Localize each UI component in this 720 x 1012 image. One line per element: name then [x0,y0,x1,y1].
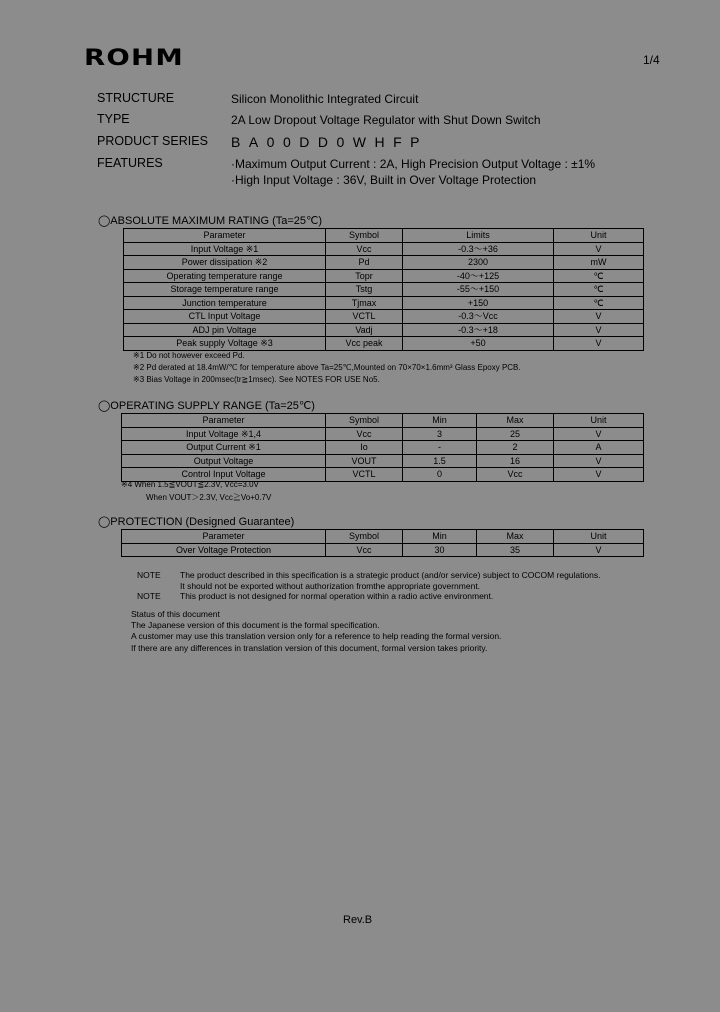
table-cell: Control Input Voltage [122,468,326,482]
table-cell: Output Voltage [122,454,326,468]
table-cell: VCTL [326,310,403,324]
column-header: Symbol [326,414,403,428]
column-header: Unit [554,229,644,243]
abs-max-row [124,283,644,297]
table-cell: Io [326,441,403,455]
note-text-2: It should not be exported without authorization fromthe appropriate government. [180,581,481,591]
product-series-label: PRODUCT SERIES [97,134,208,148]
column-header: Min [403,414,477,428]
abs-max-row [124,256,644,270]
column-header: Symbol [326,530,403,544]
table-cell: Vcc [477,468,554,482]
table-cell: Input Voltage ※1,4 [122,427,326,441]
structure-value: Silicon Monolithic Integrated Circuit [231,92,419,106]
table-cell: ADJ pin Voltage [124,323,326,337]
table-cell: CTL Input Voltage [124,310,326,324]
table-cell: +150 [403,296,554,310]
feature-2: ·High Input Voltage : 36V, Built in Over Voltage Protection [231,173,537,187]
operating-table [121,413,644,482]
table-cell: V [554,323,644,337]
table-cell: V [554,468,644,482]
table-cell: Over Voltage Protection [122,543,326,557]
abs-max-row [124,296,644,310]
status-line-2: A customer may use this translation version only for a reference to help reading the formal version. [131,631,502,641]
table-cell: 1.5 [403,454,477,468]
revision: Rev.B [343,914,373,926]
table-cell: - [403,441,477,455]
table-cell: Pd [326,256,403,270]
protection-table [121,529,644,557]
table-cell: -55～+150 [403,283,554,297]
table-cell: -0.3～+36 [403,242,554,256]
table-cell: Tstg [326,283,403,297]
table-cell: Junction temperature [124,296,326,310]
rohm-logo: ROHM [84,46,184,71]
table-cell: Storage temperature range [124,283,326,297]
table-cell: ℃ [554,269,644,283]
structure-label: STRUCTURE [97,91,175,105]
table-cell: Output Current ※1 [122,441,326,455]
table-cell: Vadj [326,323,403,337]
header-row [122,530,644,544]
table-cell: Peak supply Voltage ※3 [124,337,326,351]
table-cell: VCTL [326,468,403,482]
column-header: Max [477,530,554,544]
column-header: Limits [403,229,554,243]
table-cell: Vcc peak [326,337,403,351]
table-cell: ℃ [554,283,644,297]
note-label-1: NOTE [137,570,161,580]
table-cell: Vcc [326,543,403,557]
status-line-3: If there are any differences in translation version of this document, formal version takes priority. [131,643,488,653]
operating-row [122,441,644,455]
abs-max-title: ◯ABSOLUTE MAXIMUM RATING (Ta=25℃) [98,215,323,227]
type-value: 2A Low Dropout Voltage Regulator with Shut Down Switch [231,113,541,127]
abs-max-row [124,310,644,324]
abs-max-row [124,323,644,337]
table-cell: 30 [403,543,477,557]
operating-row [122,468,644,482]
table-cell: Input Voltage ※1 [124,242,326,256]
protection-title: ◯PROTECTION (Designed Guarantee) [98,516,295,528]
table-cell: mW [554,256,644,270]
status-heading: Status of this document [131,609,220,619]
abs-max-row [124,269,644,283]
table-cell: V [554,337,644,351]
feature-1: ·Maximum Output Current : 2A, High Precision Output Voltage : ±1% [231,157,596,171]
table-cell: V [554,242,644,256]
note-text-1: The product described in this specification is a strategic product (and/or service) subject to COCOM regulations. [180,570,601,580]
table-cell: Topr [326,269,403,283]
abs-max-row [124,242,644,256]
product-series-value: BA00DD0WHFP [231,134,428,150]
type-label: TYPE [97,112,130,126]
table-cell: Vcc [326,427,403,441]
column-header: Symbol [326,229,403,243]
header-row [122,414,644,428]
protection-row [122,543,644,557]
operating-row [122,454,644,468]
table-cell: -0.3～+18 [403,323,554,337]
column-header: Unit [554,414,644,428]
table-cell: 16 [477,454,554,468]
table-cell: +50 [403,337,554,351]
table-cell: Vcc [326,242,403,256]
header-row [124,229,644,243]
abs-max-table [123,228,644,351]
table-cell: Power dissipation ※2 [124,256,326,270]
note-text-3: This product is not designed for normal operation within a radio active environment. [180,591,494,601]
table-cell: 2 [477,441,554,455]
column-header: Min [403,530,477,544]
op-note-2: When VOUT＞2.3V, Vcc≧Vo+0.7V [146,493,272,502]
abs-note-3: ※3 Bias Voltage in 200msec(tr≧1msec). See NOTES FOR USE No5. [133,375,380,384]
table-cell: -0.3～Vcc [403,310,554,324]
table-cell: V [554,454,644,468]
table-cell: 0 [403,468,477,482]
status-line-1: The Japanese version of this document is the formal specification. [131,620,380,630]
table-cell: A [554,441,644,455]
table-cell: V [554,310,644,324]
features-label: FEATURES [97,156,163,170]
abs-max-row [124,337,644,351]
table-cell: 3 [403,427,477,441]
note-label-3: NOTE [137,591,161,601]
table-cell: V [554,543,644,557]
column-header: Unit [554,530,644,544]
column-header: Parameter [122,414,326,428]
table-cell: 2300 [403,256,554,270]
operating-row [122,427,644,441]
op-note-1: ※4 When 1.5≦VOUT≦2.3V, Vcc=3.0V [121,480,259,489]
table-cell: Operating temperature range [124,269,326,283]
table-cell: 35 [477,543,554,557]
column-header: Parameter [122,530,326,544]
operating-title: ◯OPERATING SUPPLY RANGE (Ta=25℃) [98,400,315,412]
table-cell: VOUT [326,454,403,468]
table-cell: 25 [477,427,554,441]
table-cell: ℃ [554,296,644,310]
column-header: Parameter [124,229,326,243]
table-cell: V [554,427,644,441]
table-cell: -40～+125 [403,269,554,283]
page-number: 1/4 [643,53,660,67]
abs-note-1: ※1 Do not however exceed Pd. [133,351,245,360]
table-cell: Tjmax [326,296,403,310]
column-header: Max [477,414,554,428]
abs-note-2: ※2 Pd derated at 18.4mW/℃ for temperature above Ta=25℃,Mounted on 70×70×1.6mm³ Glass Epoxy PCB. [133,363,521,372]
